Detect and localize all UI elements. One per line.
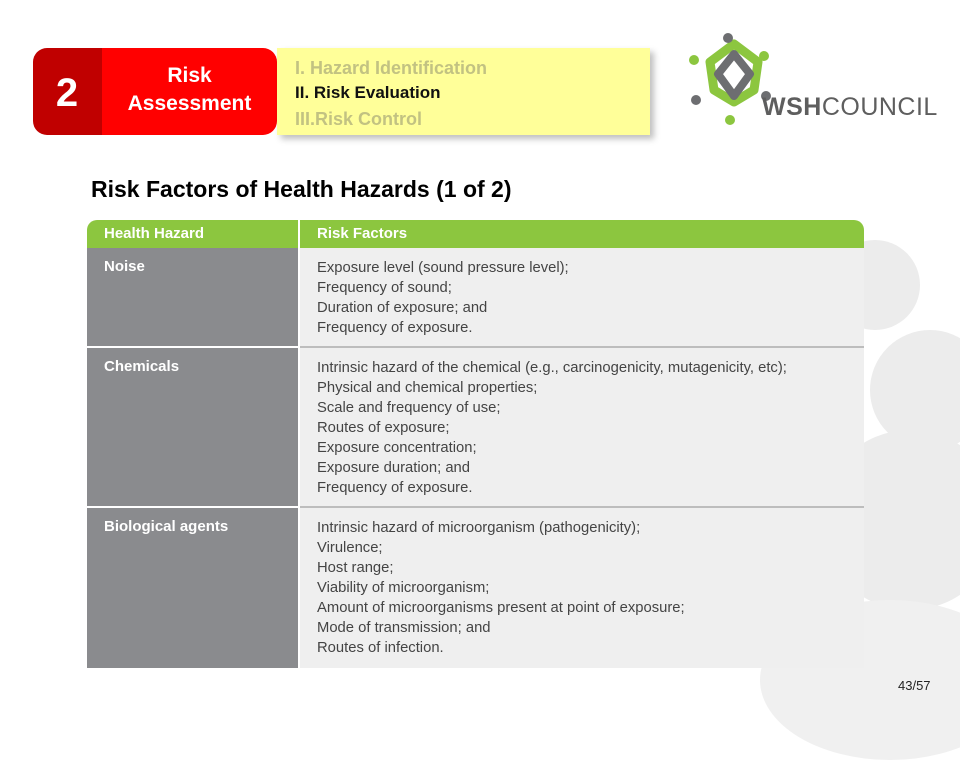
section-title-line1: Risk <box>167 64 212 87</box>
factor-item: Scale and frequency of use; <box>317 400 501 416</box>
factor-item: Intrinsic hazard of microorganism (pathogenicity); <box>317 520 641 536</box>
menu-item-risk-control[interactable]: III.Risk Control <box>295 109 423 129</box>
column-header-health-hazard: Health Hazard <box>104 225 205 242</box>
table-header <box>87 220 864 248</box>
risk-factors-table <box>87 220 864 668</box>
factor-item: Duration of exposure; and <box>317 300 488 316</box>
factor-item: Exposure concentration; <box>317 440 477 456</box>
factors-list <box>317 258 569 338</box>
factor-item: Frequency of exposure. <box>317 480 473 496</box>
table-row <box>87 348 864 508</box>
factor-item: Exposure duration; and <box>317 460 471 476</box>
hazard-name: Chemicals <box>104 358 180 375</box>
factor-item: Exposure level (sound pressure level); <box>317 260 569 276</box>
logo-text-regular: COUNCIL <box>821 93 938 121</box>
hazard-cell <box>87 348 298 508</box>
factor-item: Frequency of exposure. <box>317 320 473 336</box>
logo-wordmark <box>762 93 938 122</box>
section-title-line2: Assessment <box>127 92 252 115</box>
section-number: 2 <box>55 71 79 115</box>
section-title <box>102 62 277 118</box>
factor-item: Routes of infection. <box>317 640 444 656</box>
hazard-name: Noise <box>104 258 145 275</box>
hazard-cell <box>87 508 298 668</box>
page-number: 43/57 <box>898 678 931 693</box>
factor-item: Mode of transmission; and <box>317 620 491 636</box>
hazard-cell <box>87 248 298 348</box>
factors-list <box>317 518 685 658</box>
column-header-risk-factors: Risk Factors <box>317 225 408 242</box>
factors-list <box>317 358 787 498</box>
table-row <box>87 508 864 668</box>
factors-cell <box>300 248 864 348</box>
factor-item: Routes of exposure; <box>317 420 450 436</box>
factor-item: Physical and chemical properties; <box>317 380 538 396</box>
menu-item-risk-evaluation[interactable]: II. Risk Evaluation <box>295 83 441 102</box>
slide-title: Risk Factors of Health Hazards (1 of 2) <box>91 176 512 202</box>
column-divider <box>298 220 300 248</box>
factors-cell <box>300 508 864 668</box>
factor-item: Viability of microorganism; <box>317 580 490 596</box>
factor-item: Intrinsic hazard of the chemical (e.g., carcinogenicity, mutagenicity, etc); <box>317 360 787 376</box>
hazard-name: Biological agents <box>104 518 229 535</box>
factor-item: Amount of microorganisms present at point of exposure; <box>317 600 685 616</box>
menu-item-hazard-identification[interactable]: I. Hazard Identification <box>295 58 488 78</box>
table-row <box>87 248 864 348</box>
factors-cell <box>300 348 864 508</box>
factor-item: Virulence; <box>317 540 383 556</box>
logo-text-bold: WSH <box>762 93 822 121</box>
factor-item: Host range; <box>317 560 394 576</box>
factor-item: Frequency of sound; <box>317 280 452 296</box>
